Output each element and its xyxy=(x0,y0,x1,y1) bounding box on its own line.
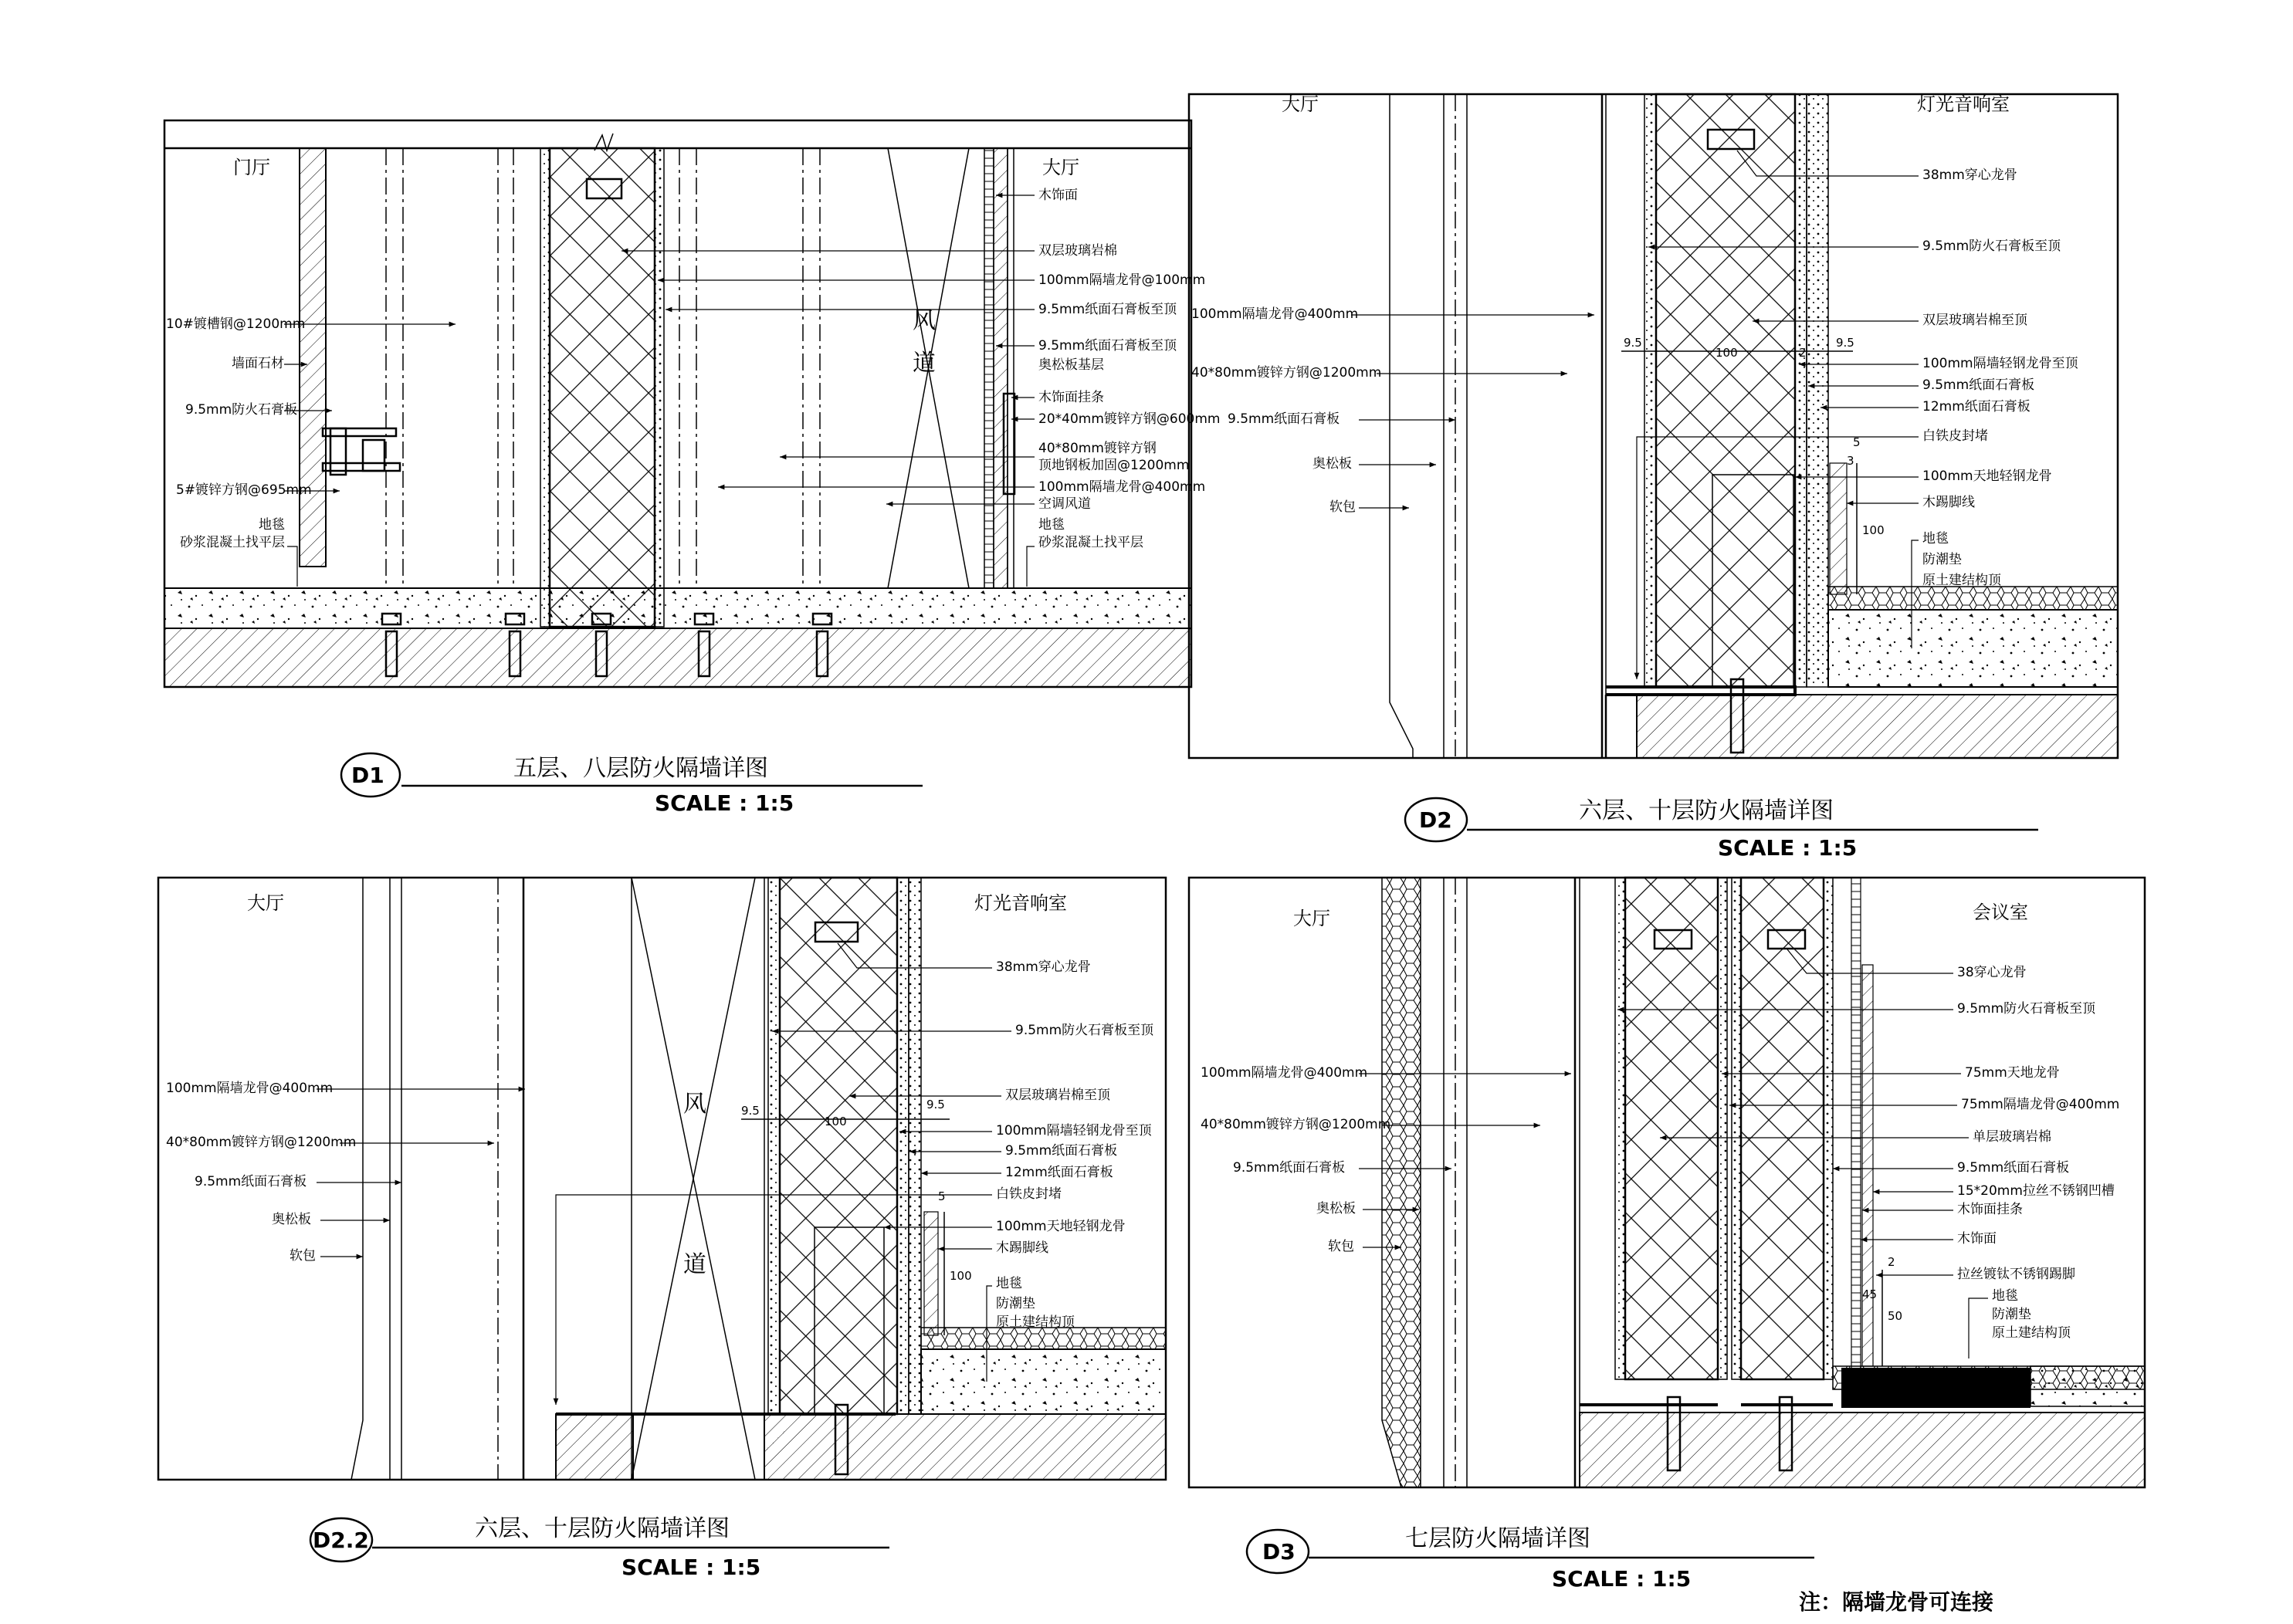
detail-d2 xyxy=(1189,93,2118,861)
d3-left-label: 9.5mm纸面石膏板 xyxy=(1233,1160,1346,1176)
d22-left-label: 软包 xyxy=(290,1248,316,1264)
d1-tag: D1 xyxy=(351,763,384,788)
d2-left-label: 40*80mm镀锌方钢@1200mm xyxy=(1191,365,1382,381)
d3-right-label: 地毯 xyxy=(1992,1288,2018,1304)
d3-left-label: 100mm隔墙龙骨@400mm xyxy=(1201,1065,1368,1081)
d3-right-label: 木饰面挂条 xyxy=(1957,1202,2023,1217)
d2-dim: 9.5 xyxy=(1836,336,1854,350)
d22-right-label: 100mm隔墙轻钢龙骨至顶 xyxy=(996,1123,1152,1138)
d3-right-label: 原土建结构顶 xyxy=(1992,1325,2071,1341)
d2-left-label: 软包 xyxy=(1329,499,1356,515)
d2-right-label: 木踢脚线 xyxy=(1922,495,1975,510)
d2-right-label: 9.5mm防火石膏板至顶 xyxy=(1922,239,2061,254)
d1-left-label: 砂浆混凝土找平层 xyxy=(180,535,285,550)
d2-right-label: 100mm天地轻钢龙骨 xyxy=(1922,469,2052,484)
d2-dim: 9.5 xyxy=(1624,336,1642,350)
d1-slab xyxy=(164,628,1191,687)
d1-title: 五层、八层防火隔墙详图 xyxy=(513,755,768,782)
d2-left-label: 100mm隔墙龙骨@400mm xyxy=(1191,306,1359,322)
d1-right-label: 100mm隔墙龙骨@400mm xyxy=(1038,479,1206,495)
d1-left-label: 5#镀锌方钢@695mm xyxy=(176,482,312,498)
d22-duct-char-1: 风 xyxy=(683,1091,706,1118)
d3-dim: 50 xyxy=(1888,1309,1903,1323)
d3-room-left: 大厅 xyxy=(1293,908,1330,929)
d3-slab xyxy=(1580,1413,2145,1487)
d22-left-label: 40*80mm镀锌方钢@1200mm xyxy=(166,1135,357,1150)
d1-right-label: 双层玻璃岩棉 xyxy=(1038,243,1117,259)
d2-room-left: 大厅 xyxy=(1282,93,1319,115)
d2-dim: 2 xyxy=(1799,346,1807,360)
d22-right-label: 12mm纸面石膏板 xyxy=(1005,1165,1113,1180)
d22-slab xyxy=(764,1414,1166,1480)
d22-rockwool-core xyxy=(780,878,897,1414)
d3-right-label: 9.5mm防火石膏板至顶 xyxy=(1957,1001,2096,1017)
d2-scale: SCALE : 1:5 xyxy=(1718,835,1858,861)
d1-right-label: 顶地钢板加固@1200mm xyxy=(1038,458,1190,473)
d2-right-label: 38mm穿心龙骨 xyxy=(1922,167,2017,183)
d1-room-right: 大厅 xyxy=(1042,157,1079,178)
d1-left-label: 地毯 xyxy=(259,517,285,533)
d22-right-label: 防潮垫 xyxy=(996,1296,1035,1311)
d3-right-label: 单层玻璃岩棉 xyxy=(1973,1129,2051,1145)
d1-right-label: 20*40mm镀锌方钢@600mm xyxy=(1038,411,1221,427)
d3-left-label: 40*80mm镀锌方钢@1200mm xyxy=(1201,1117,1391,1132)
d1-right-label: 9.5mm纸面石膏板至顶 xyxy=(1038,302,1177,317)
detail-d3 xyxy=(1189,878,2145,1592)
d1-stone-wall xyxy=(300,148,326,567)
d22-dim: 9.5 xyxy=(741,1104,760,1118)
d2-dim: 100 xyxy=(1862,523,1885,537)
d1-left-label: 墙面石材 xyxy=(232,356,284,371)
d2-right-label: 12mm纸面石膏板 xyxy=(1922,399,2031,414)
d3-black-block xyxy=(1841,1368,2031,1408)
d22-room-left: 大厅 xyxy=(247,892,284,914)
d3-rockwool-core-1 xyxy=(1625,878,1718,1379)
d3-left-label: 软包 xyxy=(1328,1239,1354,1254)
d1-screed xyxy=(164,588,1191,628)
d2-rockwool-core xyxy=(1656,94,1795,687)
d2-dim: 5 xyxy=(1853,435,1861,449)
d3-scale: SCALE : 1:5 xyxy=(1552,1566,1692,1592)
d1-right-label: 空调风道 xyxy=(1038,496,1091,512)
d3-right-label: 木饰面 xyxy=(1957,1231,1997,1247)
d3-right-label: 15*20mm拉丝不锈钢凹槽 xyxy=(1957,1183,2115,1199)
d22-right-label: 白铁皮封堵 xyxy=(996,1186,1062,1202)
d1-right-labels xyxy=(622,188,1220,587)
d3-right-label: 拉丝镀钛不锈钢踢脚 xyxy=(1957,1267,2075,1282)
d22-dim: 5 xyxy=(938,1189,946,1203)
d1-duct-char-2: 道 xyxy=(913,350,936,377)
d2-right-label: 100mm隔墙轻钢龙骨至顶 xyxy=(1922,356,2078,371)
d2-left-label: 奥松板 xyxy=(1312,456,1352,472)
d3-dim: 45 xyxy=(1862,1287,1878,1301)
d22-right-label: 地毯 xyxy=(996,1276,1022,1291)
d1-right-label: 地毯 xyxy=(1038,517,1065,533)
d22-dim: 100 xyxy=(950,1269,972,1283)
d3-right-label: 75mm隔墙龙骨@400mm xyxy=(1961,1097,2120,1112)
d2-dim: 100 xyxy=(1716,346,1738,360)
d22-dim: 100 xyxy=(825,1115,847,1128)
d22-dim: 9.5 xyxy=(926,1098,945,1111)
d2-right-label: 防潮垫 xyxy=(1922,552,1962,567)
d3-rockwool-core-2 xyxy=(1741,878,1824,1379)
d1-duct-char-1: 风 xyxy=(913,307,936,334)
d2-slab xyxy=(1637,695,2118,758)
d2-tag: D2 xyxy=(1419,807,1452,833)
d2-right-label: 双层玻璃岩棉至顶 xyxy=(1922,313,2027,328)
d22-tag: D2.2 xyxy=(313,1528,369,1553)
d3-left-label: 奥松板 xyxy=(1316,1201,1356,1216)
d1-right-label: 奥松板基层 xyxy=(1038,357,1104,373)
d22-right-label: 木踢脚线 xyxy=(996,1240,1048,1256)
d3-dim: 2 xyxy=(1888,1255,1895,1269)
d1-scale: SCALE : 1:5 xyxy=(655,790,794,816)
d22-right-label: 原土建结构顶 xyxy=(996,1314,1075,1330)
d22-title: 六层、十层防火隔墙详图 xyxy=(475,1515,730,1542)
d22-left-label: 100mm隔墙龙骨@400mm xyxy=(166,1081,334,1096)
d3-right-label: 9.5mm纸面石膏板 xyxy=(1957,1160,2070,1176)
detail-d2-2 xyxy=(158,878,1166,1580)
d1-right-label: 100mm隔墙龙骨@100mm xyxy=(1038,272,1206,288)
d22-duct-char-2: 道 xyxy=(683,1251,706,1278)
d1-left-label: 9.5mm防火石膏板 xyxy=(185,402,298,418)
d22-left-label: 9.5mm纸面石膏板 xyxy=(195,1174,307,1189)
d1-right-label: 木饰面挂条 xyxy=(1038,390,1104,405)
d2-left-label: 9.5mm纸面石膏板 xyxy=(1228,411,1340,427)
d3-right-label: 38穿心龙骨 xyxy=(1957,965,2027,980)
d22-scale: SCALE : 1:5 xyxy=(622,1555,761,1580)
d22-right-label: 9.5mm防火石膏板至顶 xyxy=(1015,1023,1154,1038)
d1-left-label: 10#镀槽钢@1200mm xyxy=(166,316,306,332)
d22-right-label: 38mm穿心龙骨 xyxy=(996,959,1091,975)
d3-right-label: 防潮垫 xyxy=(1992,1307,2031,1322)
d1-right-label: 40*80mm镀锌方钢 xyxy=(1038,441,1157,456)
d1-rockwool-core xyxy=(550,148,655,627)
d3-tag: D3 xyxy=(1262,1539,1296,1565)
d2-right-label: 白铁皮封堵 xyxy=(1922,428,1988,444)
d2-title: 六层、十层防火隔墙详图 xyxy=(1579,797,1834,824)
d3-room-right: 会议室 xyxy=(1973,902,2028,923)
d2-left-labels xyxy=(1191,306,1594,515)
d1-right-label: 砂浆混凝土找平层 xyxy=(1038,535,1143,550)
d2-dim: 3 xyxy=(1847,454,1854,468)
d2-right-label: 原土建结构顶 xyxy=(1922,573,2001,588)
d22-right-label: 双层玻璃岩棉至顶 xyxy=(1005,1088,1110,1103)
d22-right-label: 9.5mm纸面石膏板 xyxy=(1005,1143,1118,1159)
d1-right-label: 9.5mm纸面石膏板至顶 xyxy=(1038,338,1177,354)
d2-right-label: 9.5mm纸面石膏板 xyxy=(1922,377,2035,393)
d2-room-right: 灯光音响室 xyxy=(1917,93,2010,115)
general-note: 注：隔墙龙骨可连接 xyxy=(1799,1589,1994,1615)
d1-room-left: 门厅 xyxy=(233,157,270,178)
d22-left-label: 奥松板 xyxy=(272,1212,311,1227)
d2-right-label: 地毯 xyxy=(1922,531,1949,546)
d22-left-labels xyxy=(166,1081,525,1264)
d3-title: 七层防火隔墙详图 xyxy=(1405,1525,1590,1552)
d1-right-label: 木饰面 xyxy=(1038,188,1078,203)
detail-d1 xyxy=(164,120,1220,816)
d22-right-label: 100mm天地轻钢龙骨 xyxy=(996,1219,1126,1234)
d3-right-label: 75mm天地龙骨 xyxy=(1965,1065,2060,1081)
d22-room-right: 灯光音响室 xyxy=(974,892,1067,914)
